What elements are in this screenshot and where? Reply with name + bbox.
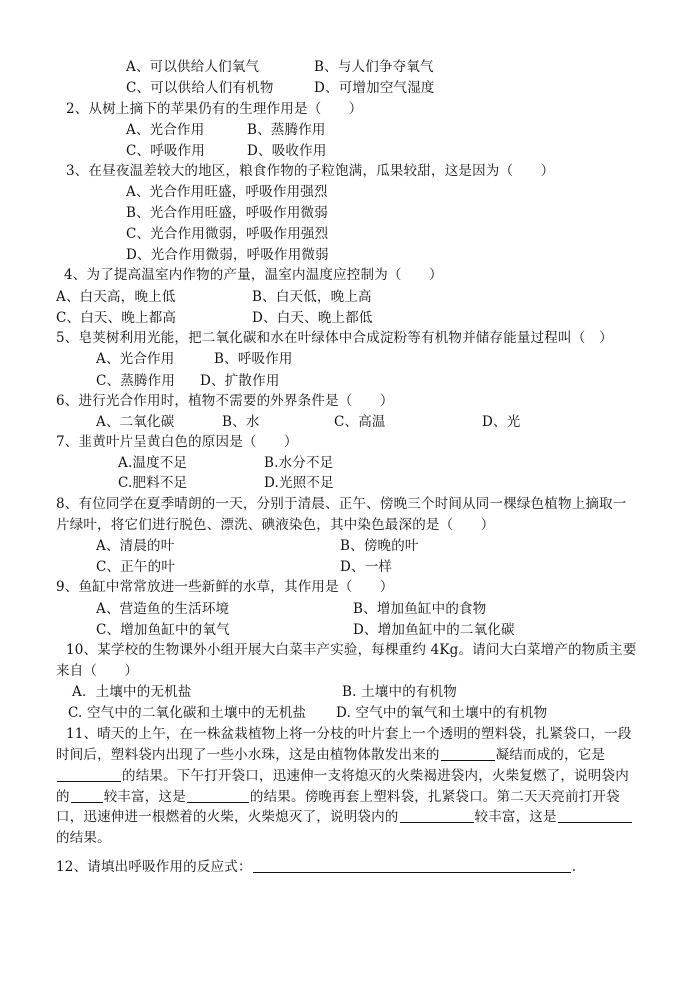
q7-option-a: A.温度不足	[118, 455, 188, 471]
q12-line	[56, 858, 576, 876]
q6-option-d: D、光	[482, 414, 521, 430]
q6-option-b: B、水	[222, 414, 260, 430]
q8-option-a: A、清晨的叶	[96, 538, 175, 554]
q3-option-a: A、光合作用旺盛，呼吸作用强烈	[126, 184, 328, 200]
q11-line3	[56, 767, 629, 785]
q1-option-c: C、可以供给人们有机物	[126, 80, 274, 96]
q7-option-c: C.肥料不足	[118, 475, 188, 491]
q10-stem-line1: 10、某学校的生物课外小组开展大白菜丰产实验，每棵重约 4Kg。请问大白菜增产的物质主要	[66, 642, 637, 658]
q11-line4-text-c: 的结果。傍晚再套上塑料袋，扎紧袋口。第二天天亮前打开袋	[249, 789, 620, 805]
blank-gas-1[interactable]	[71, 789, 103, 803]
q11-line4	[56, 788, 620, 806]
q2-option-c: C、呼吸作用	[126, 143, 206, 159]
q8-option-c: C、正午的叶	[96, 559, 176, 575]
q11-line2	[56, 746, 605, 764]
q11-line2-text-a: 时间后，塑料袋内出现了一些小水珠，这是由植物体散发出来的	[56, 747, 440, 763]
q10-stem-line2: 来自（ ）	[56, 663, 139, 679]
q5-option-d: D、扩散作用	[200, 373, 280, 389]
q3-option-d: D、光合作用微弱，呼吸作用微弱	[126, 247, 329, 263]
q8-option-d: D、一样	[340, 559, 393, 575]
q1-option-b: B、与人们争夺氧气	[314, 59, 434, 75]
q3-option-c: C、光合作用微弱，呼吸作用强烈	[126, 226, 329, 242]
q11-line1: 11、晴天的上午，在一株盆栽植物上将一分枝的叶片套上一个透明的塑料袋，扎紧袋口，一段	[66, 726, 632, 742]
q7-option-b: B.水分不足	[264, 455, 334, 471]
q11-line6: 的结果。	[56, 830, 111, 846]
q11-line4-text-a: 的	[56, 789, 70, 805]
q11-line3-text: 的结果。下午打开袋口，迅速伸一支将熄灭的火柴褐进袋内，火柴复燃了，说明袋内	[122, 768, 629, 784]
blank-gas-2[interactable]	[400, 809, 474, 823]
q2-option-d: D、吸收作用	[247, 143, 327, 159]
q8-stem-line2: 片绿叶，将它们进行脱色、漂洗、碘液染色，其中染色最深的是（ ）	[56, 517, 495, 533]
q10-option-c: C. 空气中的二氧化碳和土壤中的无机盐	[68, 705, 307, 721]
q4-option-b: B、白天低，晚上高	[252, 289, 372, 305]
q4-option-d: D、白天、晚上都低	[252, 310, 373, 326]
q3-option-b: B、光合作用旺盛，呼吸作用微弱	[126, 205, 328, 221]
q12-label: 12、请填出呼吸作用的反应式：	[56, 859, 252, 875]
q5-stem: 5、皂荚树利用光能，把二氧化碳和水在叶绿体中合成淀粉等有机物并储存能量过程叫（ ）	[56, 330, 613, 346]
q7-option-d: D.光照不足	[264, 475, 334, 491]
blank-process-2[interactable]	[187, 789, 249, 803]
q11-line5	[56, 808, 633, 826]
q11-line5-text-b: 较丰富，这是	[474, 809, 557, 825]
q10-option-b: B. 土壤中的有机物	[342, 684, 458, 700]
blank-respiration-equation[interactable]	[253, 859, 571, 873]
q4-option-a: A、白天高，晚上低	[56, 289, 176, 305]
q9-option-a: A、营造鱼的生活环境	[96, 601, 230, 617]
q9-stem: 9、鱼缸中常常放进一些新鲜的水草，其作用是（ ）	[56, 579, 394, 595]
q4-option-c: C、白天、晚上都高	[56, 310, 177, 326]
q8-option-b: B、傍晚的叶	[340, 538, 419, 554]
q11-line2-text-b: 凝结而成的，它是	[495, 747, 606, 763]
q6-stem: 6、进行光合作用时，植物不需要的外界条件是（ ）	[56, 393, 394, 409]
q1-option-d: D、可增加空气湿度	[314, 80, 435, 96]
blank-process-1[interactable]	[57, 768, 121, 782]
q2-option-a: A、光合作用	[126, 122, 205, 138]
q4-stem: 4、为了提高温室内作物的产量，温室内温度应控制为（ ）	[64, 267, 443, 283]
blank-process-3[interactable]	[558, 809, 632, 823]
q6-option-c: C、高温	[334, 414, 386, 430]
blank-water-vapor[interactable]	[441, 747, 495, 761]
q9-option-c: C、增加鱼缸中的氧气	[96, 622, 230, 638]
q9-option-d: D、增加鱼缸中的二氧化碳	[353, 622, 515, 638]
q11-line4-text-b: 较丰富，这是	[103, 789, 186, 805]
q7-stem: 7、韭黄叶片呈黄白色的原因是（ ）	[56, 434, 298, 450]
q5-option-b: B、呼吸作用	[214, 351, 293, 367]
q6-option-a: A、二氧化碳	[96, 414, 175, 430]
q10-option-d: D. 空气中的氧气和土壤中的有机物	[336, 705, 548, 721]
q5-option-a: A、光合作用	[96, 351, 175, 367]
q8-stem-line1: 8、有位同学在夏季晴朗的一天，分别于清晨、正午、傍晚三个时间从同一棵绿色植物上摘取一	[56, 496, 627, 512]
q1-option-a: A、可以供给人们氧气	[126, 59, 260, 75]
q3-stem: 3、在昼夜温差较大的地区，粮食作物的子粒饱满，瓜果较甜，这是因为（ ）	[66, 163, 555, 179]
q2-stem: 2、从树上摘下的苹果仍有的生理作用是（ ）	[66, 101, 363, 117]
q12-end: .	[571, 859, 577, 875]
q11-line5-text-a: 口，迅速伸进一根燃着的火柴，火柴熄灭了，说明袋内的	[56, 809, 399, 825]
q10-option-a: A．土壤中的无机盐	[72, 684, 192, 700]
q9-option-b: B、增加鱼缸中的食物	[353, 601, 487, 617]
q2-option-b: B、蒸腾作用	[247, 122, 326, 138]
q5-option-c: C、蒸腾作用	[96, 373, 176, 389]
